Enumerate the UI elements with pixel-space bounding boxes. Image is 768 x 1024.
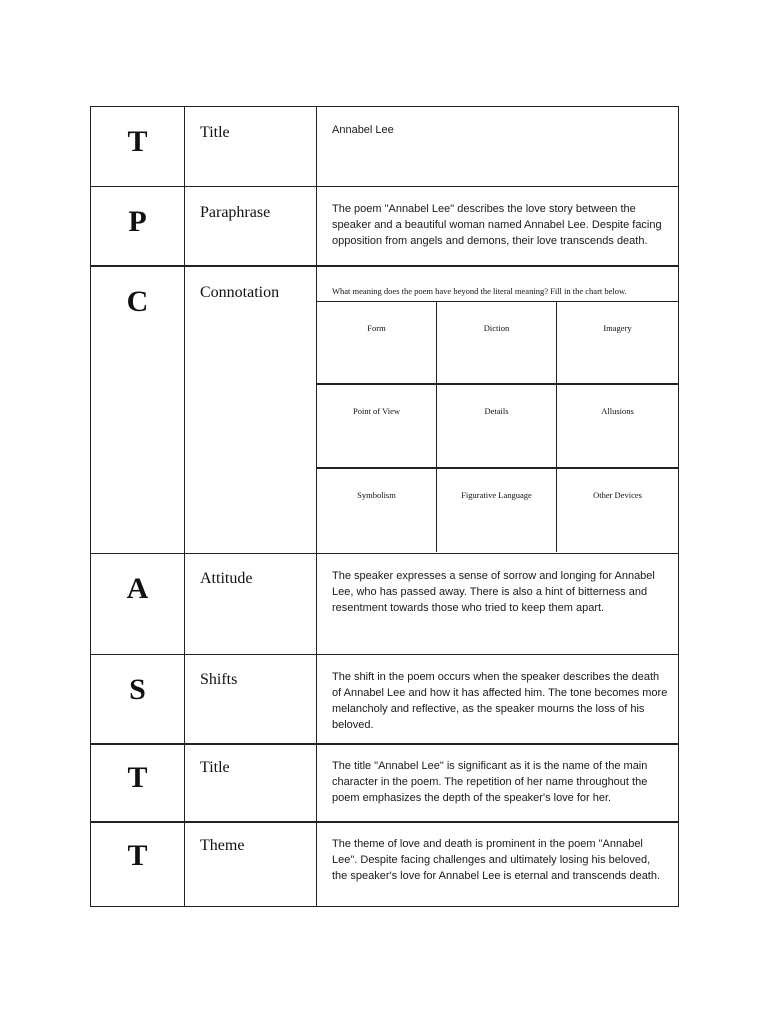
row-shifts: [91, 655, 678, 745]
row-label: Attitude: [185, 554, 317, 654]
device-cell-point-of-view: Point of View: [317, 385, 437, 469]
row-content: The title "Annabel Lee" is significant as it is the name of the main character in the poem. The repetition of her name throughout the poem emphasizes the depth of the speaker's love for her.: [332, 760, 648, 804]
row-letter: T: [91, 107, 185, 186]
device-cell-figurative-language: Figurative Language: [437, 469, 557, 552]
row-label: Title: [185, 107, 317, 186]
device-cell-allusions: Allusions: [557, 385, 678, 469]
device-cell-diction: Diction: [437, 302, 557, 385]
row-content: The theme of love and death is prominent in the poem "Annabel Lee". Despite facing challenges and ultimately losing his beloved, the speaker's love for Annabel Lee is eternal and transcends death.: [332, 838, 661, 882]
row-letter: T: [91, 745, 185, 821]
row-connotation: [91, 267, 678, 554]
row-content: The poem "Annabel Lee" describes the love story between the speaker and a beautiful woman named Annabel Lee. Despite facing opposition from angels and demons, their love transcends death.: [332, 203, 662, 247]
device-cell-details: Details: [437, 385, 557, 469]
row-label: Connotation: [185, 267, 317, 553]
row-label: Theme: [185, 823, 317, 906]
connotation-chart: [317, 301, 678, 553]
row-title-significance: [91, 745, 678, 823]
device-cell-imagery: Imagery: [557, 302, 678, 385]
tpcastt-table: [90, 106, 679, 907]
row-label: Paraphrase: [185, 187, 317, 265]
row-theme: [91, 823, 678, 906]
device-cell-form: Form: [317, 302, 437, 385]
row-letter: S: [91, 655, 185, 743]
row-letter: A: [91, 554, 185, 654]
row-content: The speaker expresses a sense of sorrow and longing for Annabel Lee, who has passed away. There is also a hint of bitterness and resentment towards those who tried to keep them apart.: [332, 570, 655, 614]
device-cell-other-devices: Other Devices: [593, 490, 642, 500]
row-label: Shifts: [185, 655, 317, 743]
row-letter: P: [91, 187, 185, 265]
row-attitude: [91, 554, 678, 655]
row-title: [91, 107, 678, 187]
row-paraphrase: [91, 187, 678, 267]
row-content: The shift in the poem occurs when the speaker describes the death of Annabel Lee and how it has affected him. The tone becomes more melancholy and reflective, as the speaker mourns the loss of his beloved.: [332, 671, 668, 731]
row-letter: C: [91, 267, 185, 553]
device-cell-symbolism: Symbolism: [317, 469, 437, 552]
connotation-prompt: What meaning does the poem have beyond the literal meaning? Fill in the chart below.: [332, 286, 627, 296]
connotation-panel: [317, 267, 678, 553]
row-label: Title: [185, 745, 317, 821]
row-letter: T: [91, 823, 185, 906]
row-content: Annabel Lee: [332, 124, 394, 136]
